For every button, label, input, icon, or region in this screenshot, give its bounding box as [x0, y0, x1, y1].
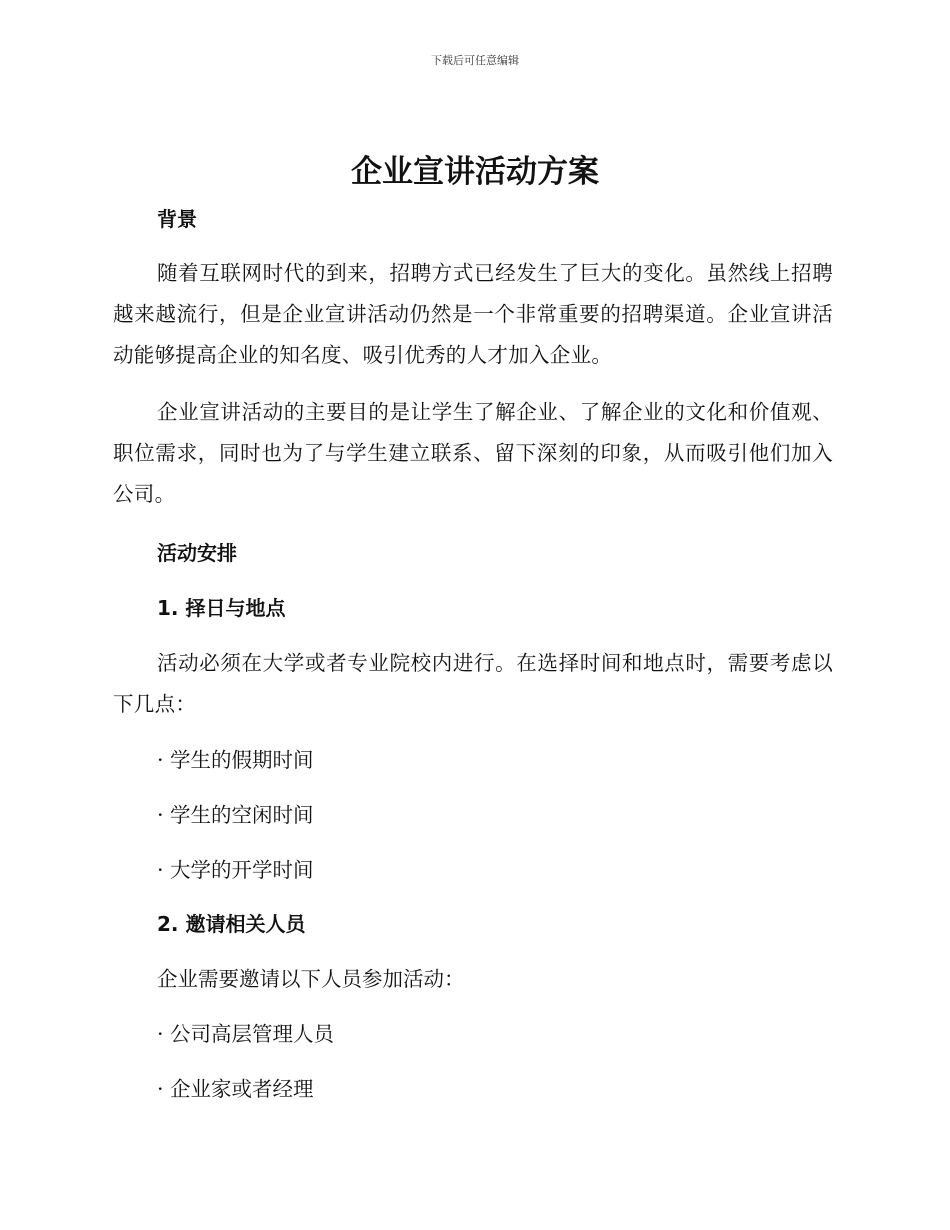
subsection-heading-date-location: 1. 择日与地点 — [157, 596, 286, 620]
document-title: 企业宣讲活动方案 — [351, 154, 599, 190]
invite-intro-text: 企业需要邀请以下人员参加活动： — [157, 967, 465, 991]
list-item: · 大学的开学时间 — [157, 858, 314, 882]
date-location-paragraph: 活动必须在大学或者专业院校内进行。在选择时间和地点时，需要考虑以下几点： — [113, 651, 833, 716]
background-paragraph-1: 随着互联网时代的到来，招聘方式已经发生了巨大的变化。虽然线上招聘越来越流行，但是企业宣讲活动仍然是一个非常重要的招聘渠道。企业宣讲活动能够提高企业的知名度、吸引优秀的人才加入企业。 — [113, 261, 833, 367]
page-header-note: 下载后可任意编辑 — [431, 54, 519, 67]
subsection-heading-invite-people: 2. 邀请相关人员 — [157, 912, 306, 936]
section-heading-arrangement: 活动安排 — [157, 541, 237, 565]
list-item: · 公司高层管理人员 — [157, 1022, 335, 1046]
list-item: · 学生的空闲时间 — [157, 803, 314, 827]
background-paragraph-2: 企业宣讲活动的主要目的是让学生了解企业、了解企业的文化和价值观、职位需求，同时也为了与学生建立联系、留下深刻的印象，从而吸引他们加入公司。 — [113, 400, 833, 506]
section-heading-background: 背景 — [157, 207, 197, 231]
list-item: · 学生的假期时间 — [157, 748, 314, 772]
list-item: · 企业家或者经理 — [157, 1077, 314, 1101]
